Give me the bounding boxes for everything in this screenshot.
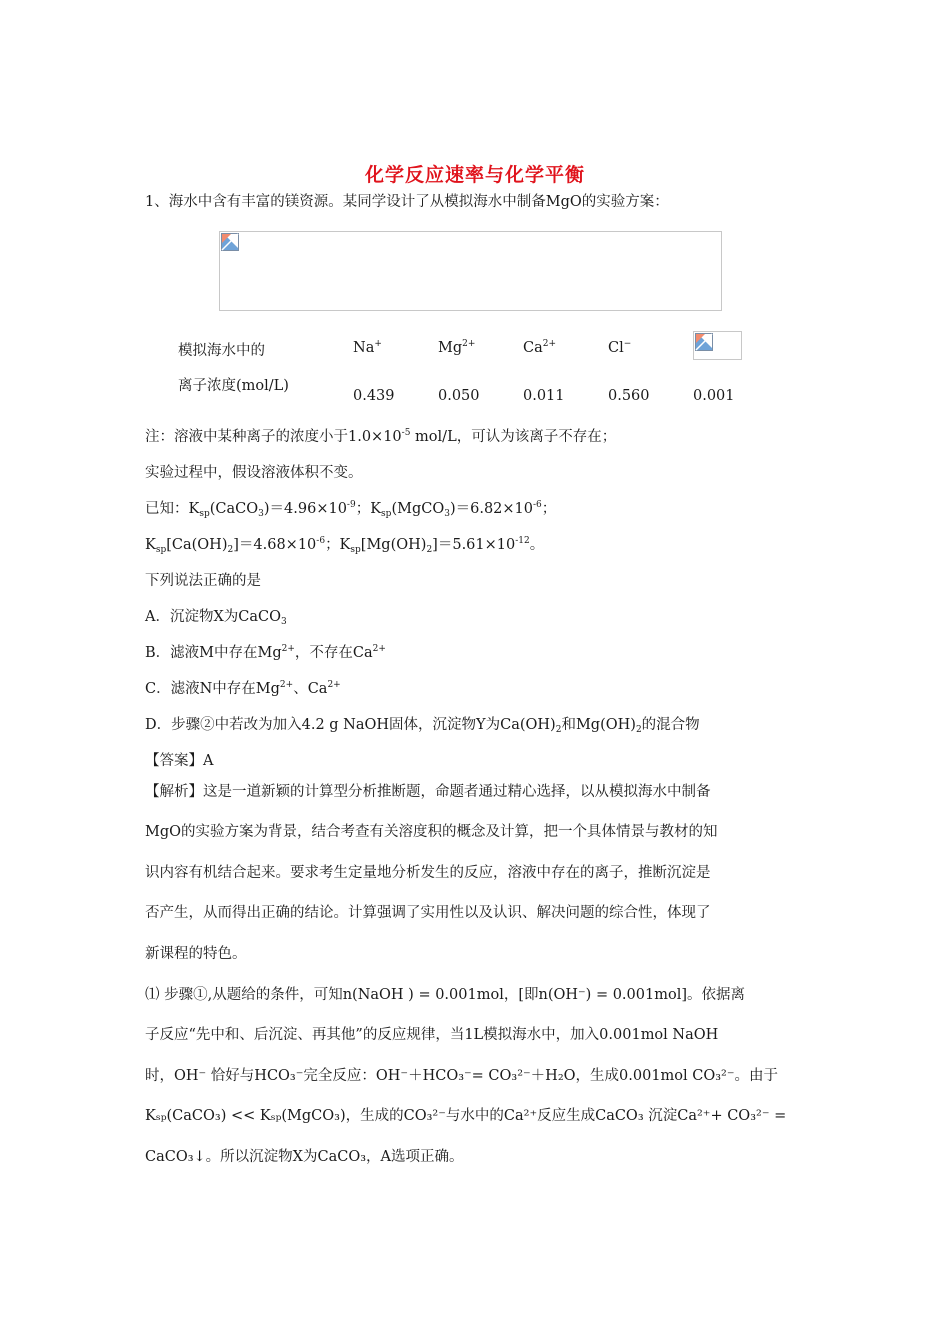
- step1-line-2: 子反应“先中和、后沉淀、再其他”的反应规律，当1L模拟海水中，加入0.001mol NaOH: [145, 1027, 719, 1043]
- value-ca: 0.011: [523, 388, 565, 404]
- analysis-line-3: 识内容有机结合起来。要求考生定量地分析发生的反应，溶液中存在的离子，推断沉淀是: [145, 865, 711, 881]
- analysis-line-1: 【解析】这是一道新颖的计算型分析推断题，命题者通过精心选择，以从模拟海水中制备: [145, 784, 711, 800]
- broken-image-icon: [221, 233, 239, 251]
- option-b: B．滤液M中存在$Mg^{2+}$，不存在$Ca^{2+}$: [145, 644, 386, 661]
- question-stem: 1、海水中含有丰富的镁资源。某同学设计了从模拟海水中制备MgO的实验方案：: [145, 194, 669, 210]
- value-na: 0.439: [353, 388, 395, 404]
- known-ksp-2: $K_{sp}[Ca(OH)_2]=4.68\times 10^{-6}$；$K_{sp}[Mg(OH)_2]=5.61\times 10^{-12}$。: [145, 536, 545, 555]
- broken-image-icon: [695, 333, 713, 351]
- option-c: C．滤液N中存在$Mg^{2+}$、$Ca^{2+}$: [145, 680, 341, 697]
- analysis-line-2: MgO的实验方案为背景，结合考查有关溶度积的概念及计算，把一个具体情景与教材的知: [145, 824, 718, 840]
- step1-line-1: ⑴ 步骤①,从题给的条件，可知n(NaOH ) = 0.001mol，[即n(OH⁻) = 0.001mol]。依据离: [145, 987, 745, 1003]
- analysis-line-4: 否产生，从而得出正确的结论。计算强调了实用性以及认识、解决问题的综合性，体现了: [145, 905, 711, 921]
- value-cl: 0.560: [608, 388, 650, 404]
- flowchart-image: [219, 231, 722, 311]
- ion-cl: Cl−: [608, 339, 632, 356]
- step1-line-5: CaCO₃↓。所以沉淀物X为CaCO₃，A选项正确。: [145, 1149, 464, 1165]
- note-1: 注：溶液中某种离子的浓度小于$1.0\times 10^{-5}$ mol/L，可认为该离子不存在；: [145, 428, 617, 445]
- option-d: D．步骤②中若改为加入4.2 g NaOH固体，沉淀物Y为$Ca(OH)_2$和$Mg(OH)_2$的混合物: [145, 717, 700, 735]
- note-2: 实验过程中，假设溶液体积不变。: [145, 465, 363, 481]
- known-ksp-1: 已知：$K_{sp}(CaCO_3)=4.96\times 10^{-9}$；$K_{sp}(MgCO_3)=6.82\times 10^{-6}$；: [145, 500, 557, 519]
- document-title: 化学反应速率与化学平衡: [364, 164, 585, 186]
- step1-line-4: Kₛₚ(CaCO₃) << Kₛₚ(MgCO₃)，生成的CO₃²⁻与水中的Ca²⁺反应生成CaCO₃ 沉淀Ca²⁺+ CO₃²⁻ =: [145, 1108, 787, 1124]
- table-row-label-2: 离子浓度(mol/L): [178, 378, 289, 394]
- value-mg: 0.050: [438, 388, 480, 404]
- option-a: A．沉淀物X为CaCO$_3$: [145, 609, 287, 627]
- question-prompt: 下列说法正确的是: [145, 573, 261, 589]
- analysis-line-5: 新课程的特色。: [145, 946, 247, 962]
- step1-line-3: 时，OH⁻ 恰好与HCO₃⁻完全反应：OH⁻＋HCO₃⁻= CO₃²⁻＋H₂O，生成0.001mol CO₃²⁻。由于: [145, 1068, 779, 1084]
- value-hco3: 0.001: [693, 388, 735, 404]
- answer: 【答案】A: [145, 753, 214, 769]
- hco3-ion-image: [693, 331, 742, 360]
- ion-ca: $Ca^{2+}$: [523, 339, 557, 356]
- table-row-label-1: 模拟海水中的: [178, 343, 265, 359]
- ion-na: Na+: [353, 339, 382, 356]
- ion-mg: $Mg^{2+}$: [438, 339, 476, 356]
